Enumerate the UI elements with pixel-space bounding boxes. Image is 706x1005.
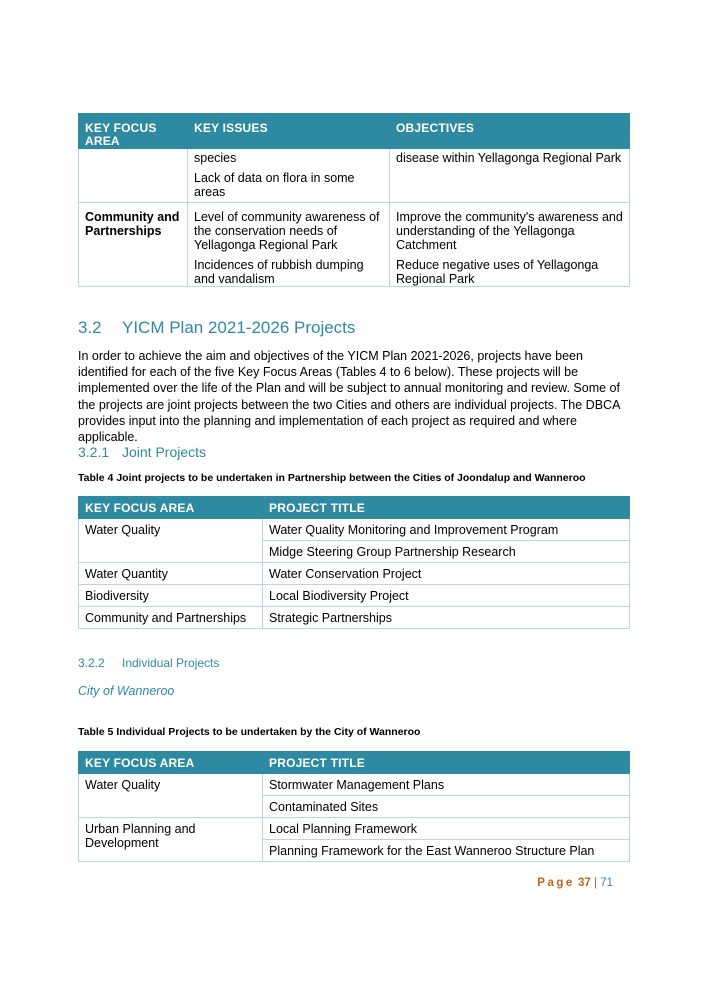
subsection-title: Individual Projects — [122, 656, 220, 670]
table-row — [79, 563, 630, 585]
objective-text: Improve the community's awareness and understanding of the Yellagonga Catchment — [396, 210, 623, 252]
issue-text: Level of community awareness of the conservation needs of Yellagonga Regional Park — [194, 210, 380, 252]
subsection-number: 3.2.1 — [78, 444, 110, 460]
table-row — [79, 203, 630, 287]
issue-text: Lack of data on flora in some areas — [194, 171, 355, 199]
project-title-cell: Water Conservation Project — [263, 563, 630, 585]
section-heading — [78, 318, 355, 338]
issues-cell — [188, 203, 390, 287]
header-project-title: PROJECT TITLE — [263, 497, 630, 519]
header-project-title: PROJECT TITLE — [263, 752, 630, 774]
header-key-issues: KEY ISSUES — [188, 114, 390, 149]
focus-area-cell: Water Quality — [79, 774, 263, 818]
project-title-cell: Local Planning Framework — [263, 818, 630, 840]
project-title-cell: Strategic Partnerships — [263, 607, 630, 629]
header-objectives: OBJECTIVES — [390, 114, 630, 149]
section-paragraph: In order to achieve the aim and objectives of the YICM Plan 2021-2026, projects have been identified for each of the five Key Focus Areas (Tables 4 to 6 below). These projects will be implemented over the life of the Plan and will be subject to annual monitoring and review. Some of the projects are joint projects between the two Cities and others are individual projects. The DBCA provides input into the planning and implementation of each project as required and where applicable. — [78, 349, 620, 445]
section-title: YICM Plan 2021-2026 Projects — [122, 318, 356, 337]
key-issues-table — [78, 113, 630, 287]
joint-projects-table — [78, 496, 630, 629]
page-word: Page — [537, 877, 575, 889]
objective-text: Reduce negative uses of Yellagonga Regional Park — [396, 258, 599, 286]
header-key-focus-area: KEY FOCUS AREA — [79, 752, 263, 774]
current-page-number: 37 — [578, 877, 591, 889]
project-title-cell: Midge Steering Group Partnership Research — [263, 541, 630, 563]
table-row — [79, 585, 630, 607]
subsection-heading-joint — [78, 444, 206, 460]
focus-area-cell: Community and Partnerships — [79, 607, 263, 629]
subsection-heading-individual — [78, 656, 219, 670]
table-row — [79, 774, 630, 796]
table4-caption: Table 4 Joint projects to be undertaken in Partnership between the Cities of Joondalup and Wanneroo — [78, 472, 586, 484]
section-number: 3.2 — [78, 318, 102, 337]
issue-text: species — [194, 151, 237, 165]
project-title-cell: Local Biodiversity Project — [263, 585, 630, 607]
table-row — [79, 607, 630, 629]
table-row — [79, 149, 630, 203]
issues-cell — [188, 149, 390, 203]
focus-area-cell — [79, 149, 188, 203]
table-header-row — [79, 497, 630, 519]
header-key-focus-area: KEY FOCUS AREA — [79, 497, 263, 519]
focus-area-cell: Urban Planning and Development — [79, 818, 263, 862]
focus-area-cell: Water Quality — [79, 519, 263, 563]
page-footer — [537, 877, 613, 889]
objectives-cell — [390, 203, 630, 287]
table5-caption: Table 5 Individual Projects to be undertaken by the City of Wanneroo — [78, 726, 421, 738]
project-title-cell: Water Quality Monitoring and Improvement Program — [263, 519, 630, 541]
project-title-cell: Contaminated Sites — [263, 796, 630, 818]
focus-area-cell: Community and Partnerships — [79, 203, 188, 287]
table-row — [79, 519, 630, 541]
issue-text: Incidences of rubbish dumping and vandalism — [194, 258, 364, 286]
table-header-row — [79, 752, 630, 774]
wanneroo-projects-table — [78, 751, 630, 862]
focus-area-cell: Water Quantity — [79, 563, 263, 585]
city-heading: City of Wanneroo — [78, 684, 175, 698]
focus-area-cell: Biodiversity — [79, 585, 263, 607]
header-key-focus-area: KEY FOCUS AREA — [79, 114, 188, 149]
project-title-cell: Stormwater Management Plans — [263, 774, 630, 796]
table-row — [79, 818, 630, 840]
subsection-title: Joint Projects — [122, 444, 207, 460]
project-title-cell: Planning Framework for the East Wanneroo Structure Plan — [263, 840, 630, 862]
subsection-number: 3.2.2 — [78, 656, 105, 670]
page-separator: | — [594, 877, 597, 889]
table-header-row — [79, 114, 630, 149]
objective-text: disease within Yellagonga Regional Park — [396, 151, 622, 165]
objectives-cell — [390, 149, 630, 203]
total-pages: 71 — [600, 877, 613, 889]
